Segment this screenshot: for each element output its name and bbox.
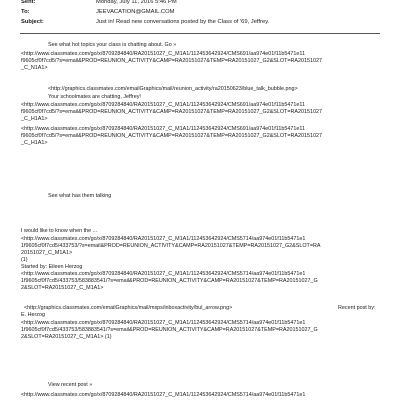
subject-label: Subject: (21, 19, 44, 25)
to-label: To: (21, 9, 30, 15)
link-text[interactable]: _C_H1A1> (21, 116, 48, 122)
talking-heading: See what has them talking (48, 193, 112, 199)
link-text[interactable]: 1f9605cf0f7cd5/433753/?s=email&PROD=REUNION_ACTIVITY&CAMP=RA20151027&TEMP=RA20151027_G2&SLOT=RA (21, 243, 321, 249)
link-text[interactable]: f9605cf0f7cd5/?s=email&PROD=REUNION_ACTIVITY&CAMP=RA20151027&TEMP=RA20151027_G2&SLOT=RA20151027 (21, 58, 322, 64)
link-text[interactable]: f9605cf0f7cd5/?s=email&PROD=REUNION_ACTIVITY&CAMP=RA20151027&TEMP=RA20151027_G2&SLOT=RA20151027 (21, 133, 322, 139)
recent-post-author: E. Herzog (21, 312, 45, 318)
link-text[interactable]: <http://www.classmates.com/go/x/8709284840/RA20151027_C_M1A1/112453642924/CMS691/aa974e01f11b5471e11 (21, 102, 305, 108)
link-text[interactable]: 20151027_C_M1A1> (21, 250, 73, 256)
view-recent-post-link[interactable]: View recent post » (48, 382, 93, 388)
link-text[interactable]: 1f9605cf0f7cd5/433753/583883541/?s=email&PROD=REUNION_ACTIVITY&CAMP=RA20151027&TEMP=RA20151027_G (21, 278, 318, 284)
link-text[interactable]: <http://www.classmates.com/go/x/8709284840/RA20151027_C_M1A1/112453642924/CMS691/aa974e01f11b5471e11 (21, 51, 305, 57)
to-value: JEEVACATION@GMAIL.COM (96, 9, 175, 15)
intro-text: See what hot topics your class is chatting about. Go » (48, 42, 177, 48)
link-text[interactable]: _C_H1A1> (21, 140, 48, 146)
subject-value: Just in! Read new conversations posted by the Class of '69, Jeffrey. (96, 19, 270, 25)
link-text[interactable]: 2&SLOT=RA20151027_C_M1A1> (21, 285, 104, 291)
topic-title: I would like to know when the ... (21, 228, 98, 234)
sent-label: Sent: (21, 0, 36, 5)
reply-count: (1) (21, 257, 28, 263)
recent-post-label: Recent post by: (338, 305, 376, 311)
link-text[interactable]: <http://www.classmates.com/go/x/8709284840/RA20151027_C_M1A1/112453642924/CMS5714/aa974e01f11b5471e1 (21, 320, 306, 326)
link-text[interactable]: 2&SLOT=RA20151027_C_M1A1> (1) (21, 334, 112, 340)
header-separator (20, 33, 380, 34)
link-text[interactable]: _C_N1A1> (21, 65, 48, 71)
image-url-text: <http://graphics.classmates.com/emailGraphics/mail/msps/inboxactivity/bul_arrow.png> (24, 305, 233, 311)
started-by: Started by: Eileen Herzog (21, 264, 83, 270)
link-text[interactable]: <http://www.classmates.com/go/x/8709284840/RA20151027_C_M1A1/112453642924/CMS691/aa974e01f11b5471e11 (21, 126, 305, 132)
link-text[interactable]: 1f9605cf0f7cd5/433753/583883541/?s=email&PROD=REUNION_ACTIVITY&CAMP=RA20151027&TEMP=RA20151027_G (21, 327, 318, 333)
link-text[interactable]: <http://www.classmates.com/go/x/8709284840/RA20151027_C_M1A1/112453642924/CMS5714/aa974e01f11b5471e1 (21, 271, 306, 277)
image-url-text: <http://graphics.classmates.com/emailGraphics/mail/reunion_activity/ra20150623/blue_talk_bubble.png> (48, 86, 298, 92)
chat-heading: Your schoolmates are chatting, Jeffrey! (48, 94, 141, 100)
sent-value: Monday, July 11, 2016 5:46 PM (96, 0, 177, 5)
link-text[interactable]: <http://www.classmates.com/go/x/8709284840/RA20151027_C_M1A1/112453642924/CMS5714/aa974e01f11b5471e1 (21, 236, 306, 242)
link-text[interactable]: <http://www.classmates.com/go/x/8709284840/RA20151027_C_M1A1/112453642924/CMS5714/aa974e01f11b5471e1 (21, 392, 306, 398)
link-text[interactable]: f9605cf0f7cd5/?s=email&PROD=REUNION_ACTIVITY&CAMP=RA20151027&TEMP=RA20151027_G2&SLOT=RA20151027 (21, 109, 322, 115)
